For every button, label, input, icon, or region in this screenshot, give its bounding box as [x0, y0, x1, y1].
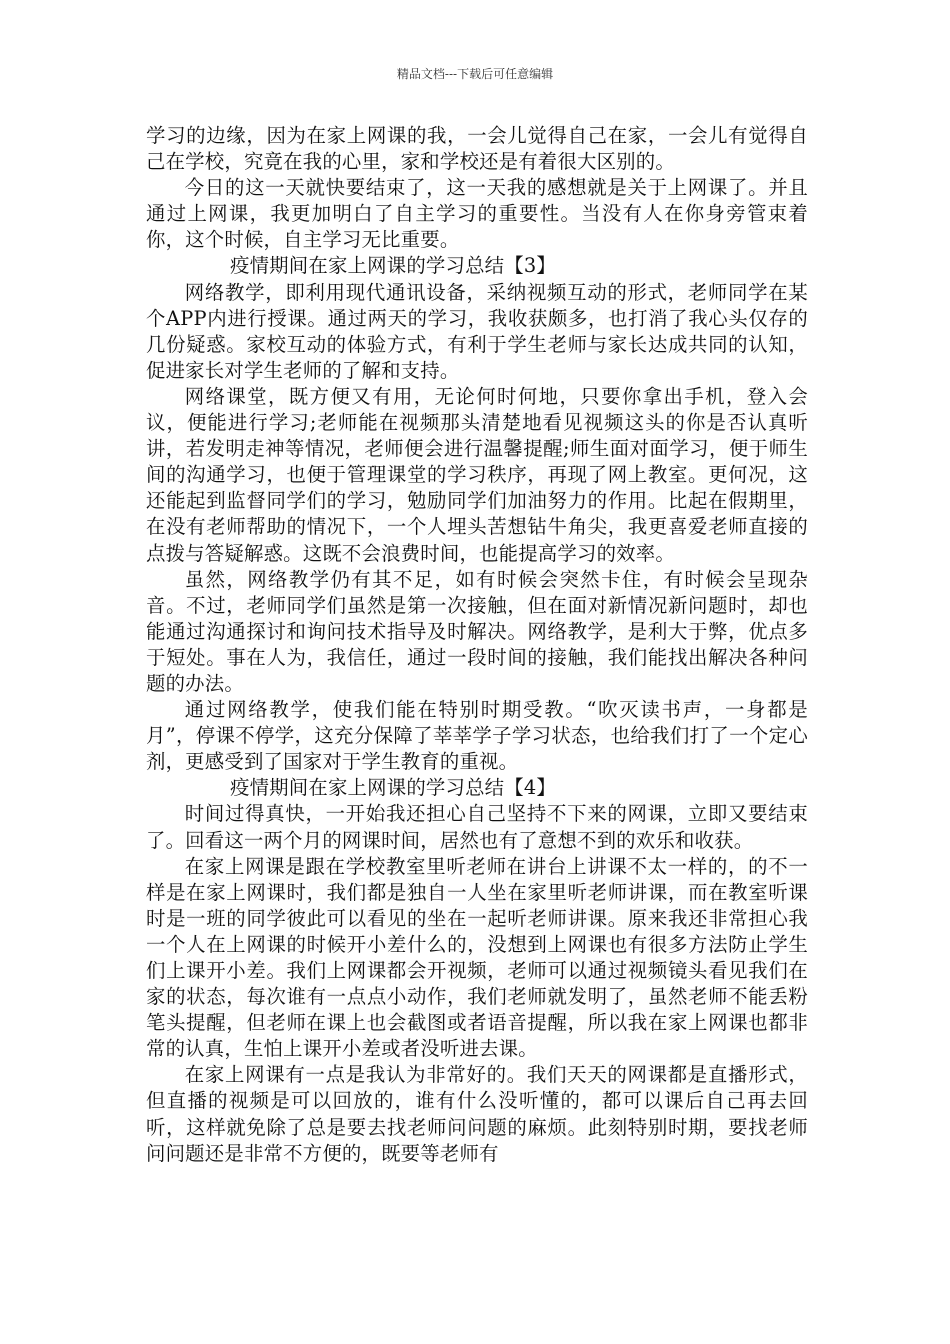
- paragraph: 在家上网课是跟在学校教室里听老师在讲台上讲课不太一样的，的不一样是在家上网课时，我们都是独自一人坐在家里听老师讲课，而在教室听课时是一班的同学彼此可以看见的坐在一起听老师讲课。原来我还非常担心我一个人在上网课的时候开小差什么的，没想到上网课也有很多方法防止学生们上课开小差。我们上网课都会开视频，老师可以通过视频镜头看见我们在家的状态，每次谁有一点点小动作，我们老师就发明了，虽然老师不能丢粉笔头提醒，但老师在课上也会截图或者语音提醒，所以我在家上网课也都非常的认真，生怕上课开小差或者没听进去课。: [146, 854, 808, 1061]
- document-body: [146, 123, 808, 1167]
- paragraph: 虽然，网络教学仍有其不足，如有时候会突然卡住，有时候会呈现杂音。不过，老师同学们虽然是第一次接触，但在面对新情况新问题时，却也能通过沟通探讨和询问技术指导及时解决。网络教学，是利大于弊，优点多于短处。事在人为，我信任，通过一段时间的接触，我们能找出解决各种问题的办法。: [146, 567, 808, 695]
- paragraph: 网络课堂，既方便又有用，无论何时何地，只要你拿出手机，登入会议，便能进行学习;老师能在视频那头清楚地看见视频这头的你是否认真听讲，若发明走神等情况，老师便会进行温馨提醒;师生面对面学习，便于师生间的沟通学习，也便于管理课堂的学习秩序，再现了网上教室。更何况，这还能起到监督同学们的学习，勉励同学们加油努力的作用。比起在假期里，在没有老师帮助的情况下，一个人埋头苦想钻牛角尖，我更喜爱老师直接的点拨与答疑解惑。这既不会浪费时间，也能提高学习的效率。: [146, 384, 808, 565]
- paragraph: 在家上网课有一点是我认为非常好的。我们天天的网课都是直播形式，但直播的视频是可以回放的，谁有什么没听懂的，都可以课后自己再去回听，这样就免除了总是要去找老师问问题的麻烦。此刻特别时期，要找老师问问题还是非常不方便的，既要等老师有: [146, 1063, 808, 1165]
- paragraph: 时间过得真快，一开始我还担心自己坚持不下来的网课，立即又要结束了。回看这一两个月的网课时间，居然也有了意想不到的欢乐和收获。: [146, 802, 808, 852]
- paragraph: 今日的这一天就快要结束了，这一天我的感想就是关于上网课了。并且通过上网课，我更加明白了自主学习的重要性。当没有人在你身旁管束着你，这个时候，自主学习无比重要。: [146, 176, 808, 252]
- paragraph: 学习的边缘，因为在家上网课的我，一会儿觉得自己在家，一会儿有觉得自己在学校，究竟在我的心里，家和学校还是有着很大区别的。: [146, 124, 808, 174]
- paragraph: 通过网络教学，使我们能在特别时期受教。“吹灭读书声，一身都是月”，停课不停学，这充分保障了莘莘学子学习状态，也给我们打了一个定心剂，更感受到了国家对于学生教育的重视。: [146, 698, 808, 774]
- section-heading: 疫情期间在家上网课的学习总结【4】: [230, 776, 556, 800]
- paragraph: 网络教学，即利用现代通讯设备，采纳视频互动的形式，老师同学在某个APP内进行授课。通过两天的学习，我收获颇多，也打消了我心头仅存的几份疑惑。家校互动的体验方式，有利于学生老师与家长达成共同的认知，促进家长对学生老师的了解和支持。: [146, 280, 808, 382]
- section-heading: 疫情期间在家上网课的学习总结【3】: [230, 254, 556, 278]
- page-header: 精品文档---下载后可任意编辑: [396, 67, 554, 81]
